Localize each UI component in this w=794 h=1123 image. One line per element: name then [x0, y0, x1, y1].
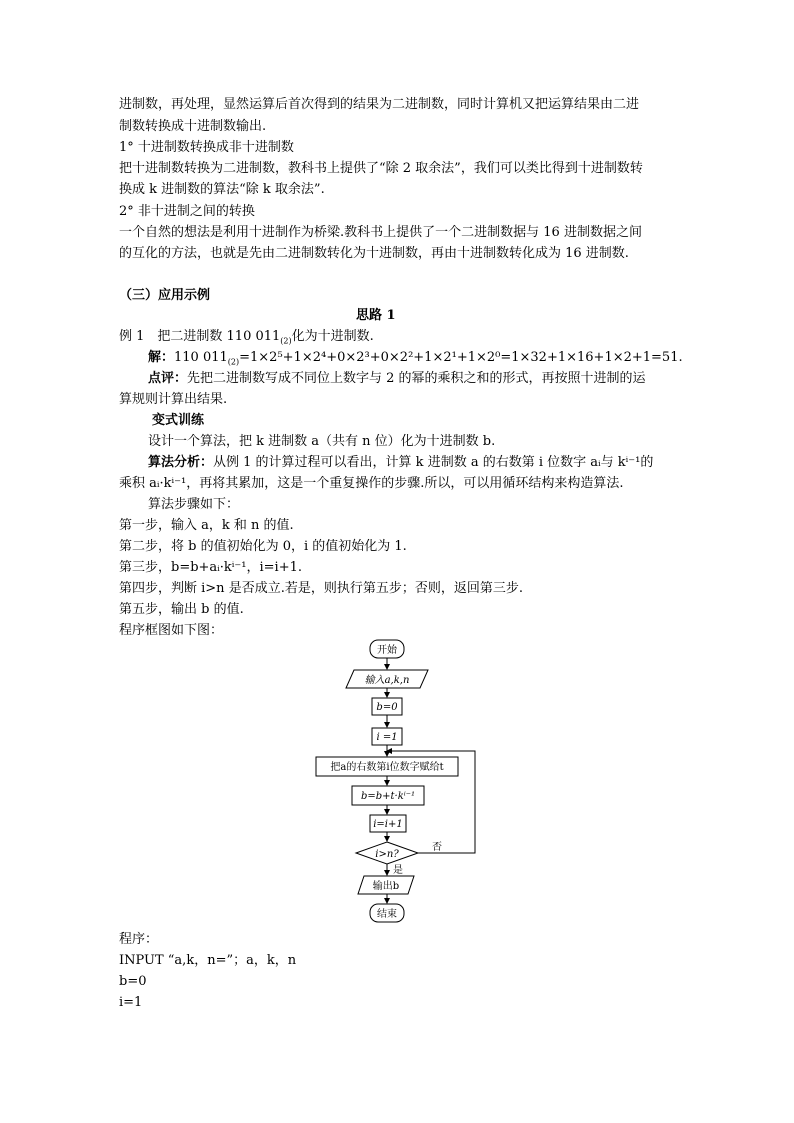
condition-label: i>n?	[375, 849, 399, 860]
section-title: （三）应用示例	[119, 288, 211, 303]
step-4: 第四步，判断 i>n 是否成立.若是，则执行第五步；否则，返回第三步.	[119, 581, 523, 596]
para-1-line-2: 换成 k 进制数的算法“除 k 取余法”.	[119, 182, 325, 197]
example-text-end: 化为十进制数.	[291, 329, 374, 344]
heading-decimal-to-nondecimal: 1° 十进制数转换成非十进制数	[119, 140, 294, 155]
increment-label: i=i+1	[373, 819, 403, 830]
assign-label: 把a的右数第i位数字赋给t	[330, 762, 444, 773]
solution-label: 解：	[148, 350, 175, 365]
no-label: 否	[432, 842, 442, 853]
variant-task: 设计一个算法，把 k 进制数 a（共有 n 位）化为十进制数 b.	[148, 434, 496, 449]
section-subtitle: 思路 1	[356, 308, 396, 323]
variant-title: 变式训练	[152, 413, 205, 428]
accumulate-label: b=b+t·kⁱ⁻¹	[360, 791, 416, 802]
heading-nondecimal-conversion: 2° 非十进制之间的转换	[119, 204, 255, 219]
analysis-line-1	[148, 453, 653, 473]
base-subscript: (2)	[280, 336, 292, 346]
solution-line	[148, 348, 683, 368]
step-5: 第五步，输出 b 的值.	[119, 602, 244, 617]
program-line-2: b=0	[119, 974, 147, 989]
analysis-line-2: 乘积 aᵢ·kⁱ⁻¹，再将其累加，这是一个重复操作的步骤.所以，可以用循环结构来构造算法.	[119, 476, 624, 491]
para-1-line-1: 把十进制数转换为二进制数，教科书上提供了“除 2 取余法”，我们可以类比得到十进制数转	[119, 161, 643, 176]
solution-expression: =1×2⁵+1×2⁴+0×2³+0×2²+1×2¹+1×2⁰=1×32+1×16+1×2+1=51.	[239, 350, 683, 365]
analysis-text: 从例 1 的计算过程可以看出，计算 k 进制数 a 的右数第 i 位数字 aᵢ与 kⁱ⁻¹的	[213, 455, 654, 470]
intro-line-2: 制数转换成十进制数输出.	[119, 119, 267, 134]
diagram-intro: 程序框图如下图：	[119, 623, 224, 638]
program-title: 程序：	[119, 932, 159, 947]
comment-label: 点评：	[148, 371, 188, 386]
algorithm-flowchart	[300, 632, 500, 926]
example-text: 例 1 把二进制数 110 011	[119, 329, 281, 344]
para-2-line-2: 的互化的方法，也就是先由二进制数转化为十进制数，再由十进制数转化成为 16 进制数.	[119, 246, 629, 261]
yes-label: 是	[393, 865, 403, 876]
comment-line-2: 算规则计算出结果.	[119, 392, 228, 407]
init-b-label: b=0	[376, 702, 398, 713]
comment-line-1	[148, 369, 646, 389]
program-line-1: INPUT “a,k，n=”；a，k，n	[119, 953, 297, 968]
example-statement	[119, 327, 374, 347]
program-line-3: i=1	[119, 995, 143, 1010]
para-2-line-1: 一个自然的想法是利用十进制作为桥梁.教科书上提供了一个二进制数据与 16 进制数据之间	[119, 225, 642, 240]
input-label: 输入a,k,n	[364, 675, 410, 686]
output-label: 输出b	[372, 881, 400, 892]
intro-line-1: 进制数，再处理，显然运算后首次得到的结果为二进制数，同时计算机又把运算结果由二进	[119, 97, 640, 112]
step-3: 第三步，b=b+aᵢ·kⁱ⁻¹，i=i+1.	[119, 560, 302, 575]
comment-text: 先把二进制数写成不同位上数字与 2 的幂的乘积之和的形式，再按照十进制的运	[187, 371, 646, 386]
init-i-label: i =1	[376, 732, 398, 743]
start-label: 开始	[377, 645, 397, 656]
solution-base-subscript: (2)	[227, 357, 240, 367]
analysis-label: 算法分析：	[148, 455, 214, 470]
solution-number: 110 011	[174, 350, 228, 365]
steps-title: 算法步骤如下：	[148, 497, 240, 512]
step-2: 第二步，将 b 的值初始化为 0，i 的值初始化为 1.	[119, 539, 407, 554]
step-1: 第一步，输入 a，k 和 n 的值.	[119, 518, 294, 533]
end-label: 结束	[377, 909, 397, 920]
